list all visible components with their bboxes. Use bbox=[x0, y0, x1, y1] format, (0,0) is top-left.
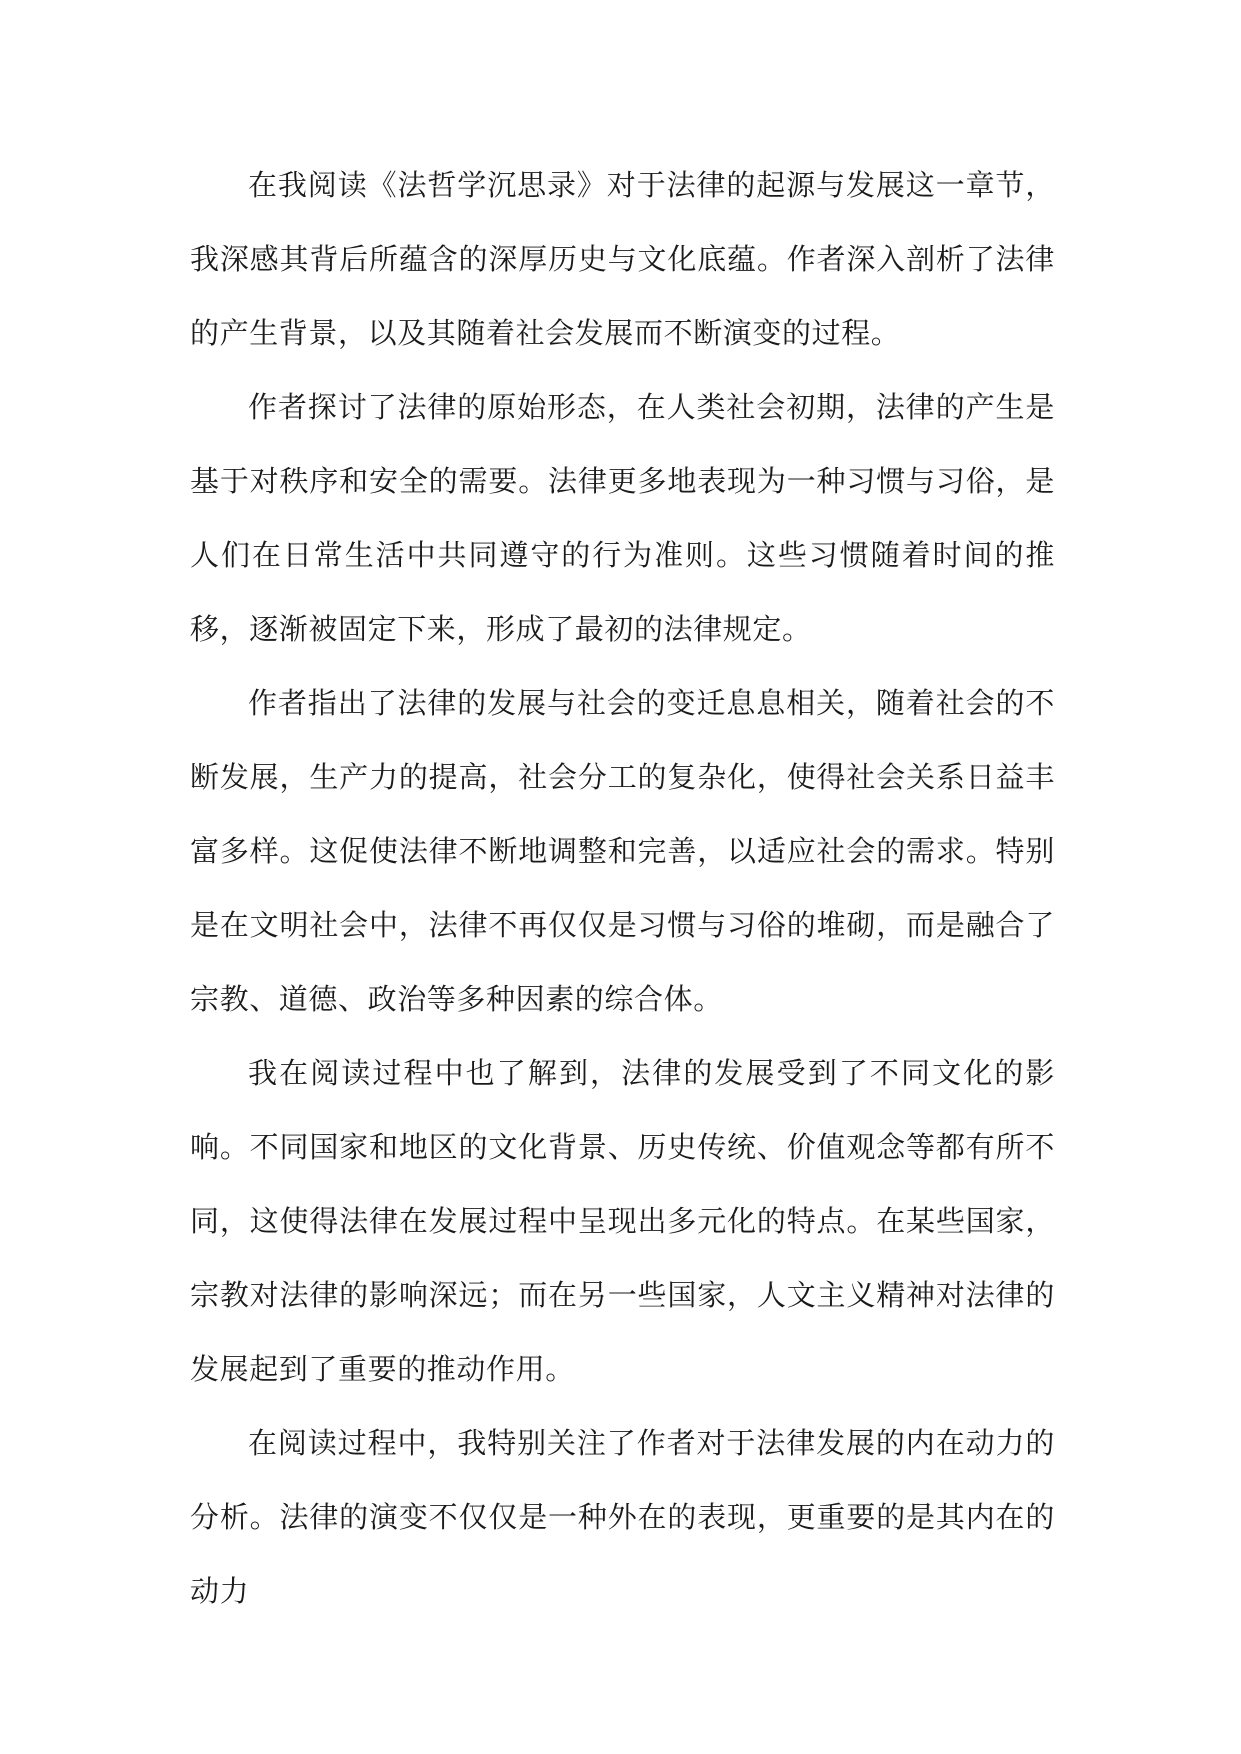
paragraph-1: 在我阅读《法哲学沉思录》对于法律的起源与发展这一章节，我深感其背后所蕴含的深厚历史与文化底蕴。作者深入剖析了法律的产生背景，以及其随着社会发展而不断演变的过程。 bbox=[190, 168, 1055, 350]
paragraph-5: 在阅读过程中，我特别关注了作者对于法律发展的内在动力的分析。法律的演变不仅仅是一种外在的表现，更重要的是其内在的动力 bbox=[190, 1426, 1055, 1608]
paragraph-3: 作者指出了法律的发展与社会的变迁息息相关，随着社会的不断发展，生产力的提高，社会分工的复杂化，使得社会关系日益丰富多样。这促使法律不断地调整和完善，以适应社会的需求。特别是在文明社会中，法律不再仅仅是习惯与习俗的堆砌，而是融合了宗教、道德、政治等多种因素的综合体。 bbox=[190, 686, 1055, 1016]
document-body bbox=[190, 148, 1055, 1628]
paragraph-4: 我在阅读过程中也了解到，法律的发展受到了不同文化的影响。不同国家和地区的文化背景、历史传统、价值观念等都有所不同，这使得法律在发展过程中呈现出多元化的特点。在某些国家，宗教对法律的影响深远；而在另一些国家，人文主义精神对法律的发展起到了重要的推动作用。 bbox=[190, 1056, 1055, 1386]
paragraph-2: 作者探讨了法律的原始形态，在人类社会初期，法律的产生是基于对秩序和安全的需要。法律更多地表现为一种习惯与习俗，是人们在日常生活中共同遵守的行为准则。这些习惯随着时间的推移，逐渐被固定下来，形成了最初的法律规定。 bbox=[190, 390, 1055, 646]
